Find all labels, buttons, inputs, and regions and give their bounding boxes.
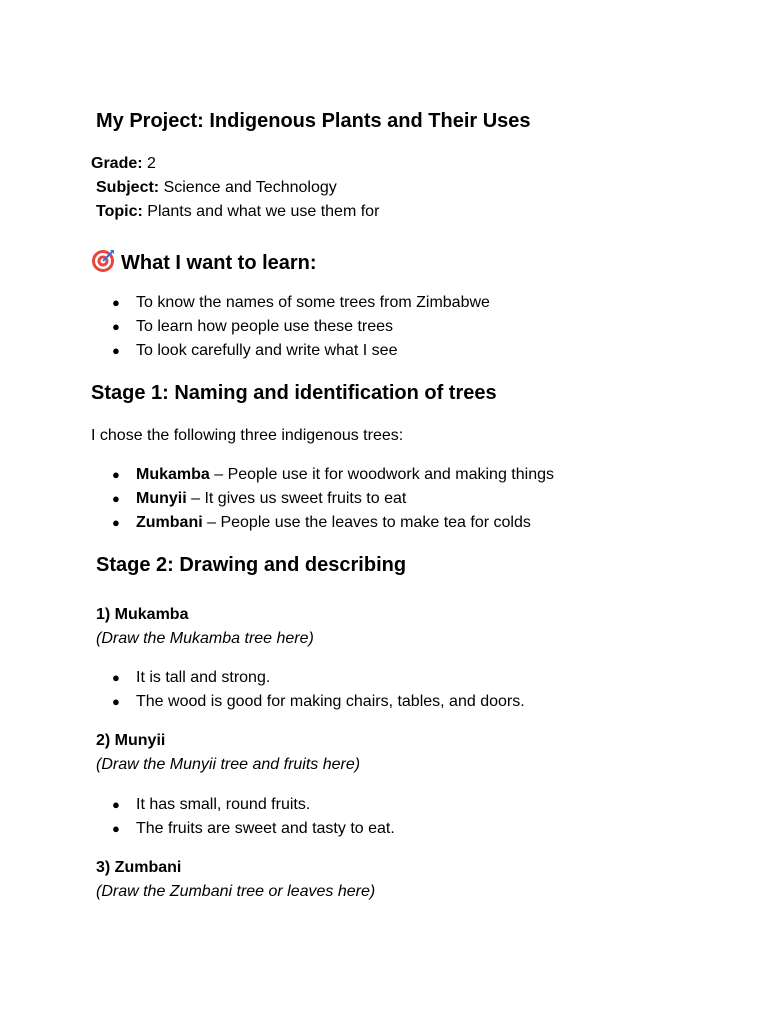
list-item: ● It is tall and strong. <box>112 666 525 690</box>
subject-line <box>96 179 337 197</box>
list-item: ● The fruits are sweet and tasty to eat. <box>112 817 395 841</box>
topic-line <box>96 203 379 221</box>
list-item <box>112 487 554 511</box>
list-item <box>112 511 554 535</box>
section-note-zumbani: (Draw the Zumbani tree or leaves here) <box>96 883 376 900</box>
page-title: My Project: Indigenous Plants and Their Uses <box>96 110 531 132</box>
tree-desc: – People use the leaves to make tea for colds <box>202 514 531 531</box>
subject-label: Subject: <box>96 179 160 196</box>
learn-heading-text: What I want to learn: <box>121 252 317 274</box>
stage2-heading: Stage 2: Drawing and describing <box>96 554 407 576</box>
target-icon <box>91 249 115 273</box>
stage1-intro: I chose the following three indigenous trees: <box>91 427 404 444</box>
subject-value: Science and Technology <box>163 179 337 196</box>
grade-value: 2 <box>147 155 156 172</box>
grade-label: Grade: <box>91 155 143 172</box>
tree-desc: – It gives us sweet fruits to eat <box>186 490 407 507</box>
grade-line <box>91 155 156 173</box>
section-title-munyii: 2) Munyii <box>96 732 166 749</box>
mukamba-list <box>112 666 525 714</box>
list-item <box>112 463 554 487</box>
tree-name: Munyii <box>136 490 187 507</box>
topic-value: Plants and what we use them for <box>147 203 380 220</box>
tree-name: Zumbani <box>136 514 203 531</box>
stage1-heading: Stage 1: Naming and identification of trees <box>91 382 497 404</box>
trees-list <box>112 463 554 535</box>
learn-list <box>112 291 490 363</box>
section-note-munyii: (Draw the Munyii tree and fruits here) <box>96 756 361 773</box>
section-title-mukamba: 1) Mukamba <box>96 606 189 623</box>
munyii-list <box>112 793 395 841</box>
learn-heading <box>91 249 317 275</box>
section-note-mukamba: (Draw the Mukamba tree here) <box>96 630 314 647</box>
list-item: ● The wood is good for making chairs, tables, and doors. <box>112 690 525 714</box>
list-item: ● It has small, round fruits. <box>112 793 395 817</box>
list-item: ● To learn how people use these trees <box>112 315 490 339</box>
section-title-zumbani: 3) Zumbani <box>96 859 182 876</box>
tree-desc: – People use it for woodwork and making things <box>209 466 554 483</box>
topic-label: Topic: <box>96 203 143 220</box>
list-item: ● To know the names of some trees from Zimbabwe <box>112 291 490 315</box>
list-item: ● To look carefully and write what I see <box>112 339 490 363</box>
tree-name: Mukamba <box>136 466 210 483</box>
